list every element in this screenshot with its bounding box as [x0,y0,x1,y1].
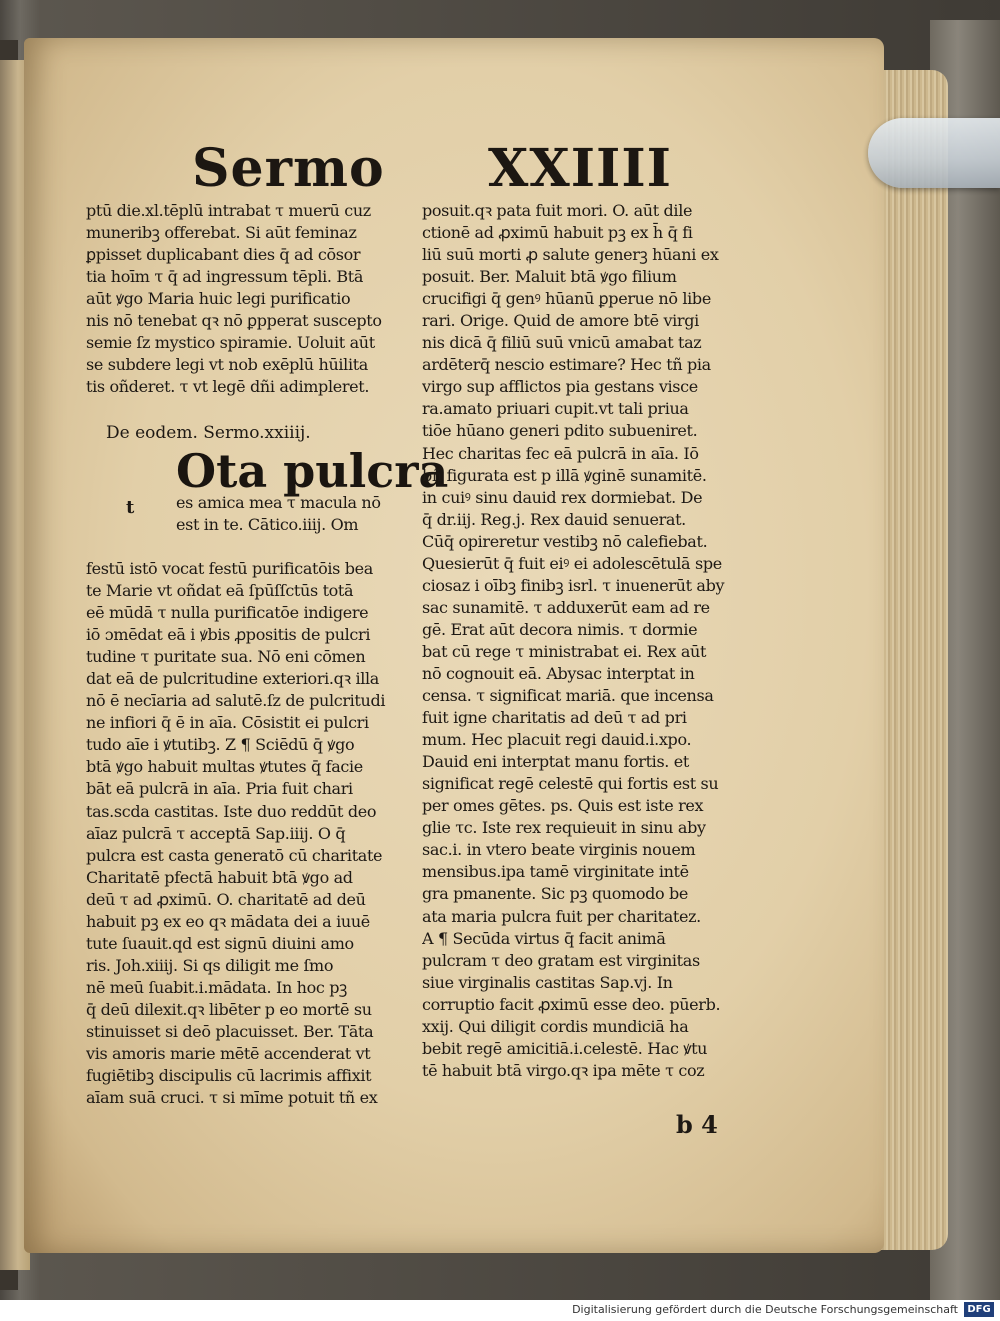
text-line: iō ɔmēdat eā i ꝟbis ꝓpositis de pulcri [86,625,371,645]
text-line: significat regē celestē qui fortis est su [422,774,719,794]
text-line: sac sunamitē. τ adduxerūt eam ad re [422,597,710,617]
sermon-subheading: De eodem. Sermo.xxiiij. [106,423,311,443]
text-line: bebit regē amicitiā.i.celestē. Hac ꝟtu [422,1038,708,1058]
text-line: liū suū morti ꝓ salute generꝫ hūani ex [422,245,719,265]
text-line: eē mūdā τ nulla purificatōe indigere [86,603,369,623]
running-head-number: XXIIII [488,138,672,199]
text-line: rari. Orige. Quid de amore btē virgi [422,311,699,331]
text-line: habuit pꝫ ex eo qꝛ mādata dei a iuuē [86,911,370,931]
text-line: ctionē ad ꝓximū habuit pꝫ ex h̄ q̄ fi [422,223,693,243]
text-line: tudine τ puritate sua. Nō eni cōmen [86,647,366,667]
initial-line: Ota pulcra [176,444,449,498]
text-line: aūt ꝟgo Maria huic legi purificatio [86,289,351,309]
text-line: fugiētibꝫ discipulis cū lacrimis affixit [86,1066,372,1086]
text-line: siue virginalis castitas Sap.vj. In [422,972,673,992]
left-column-indented [176,492,416,536]
text-line: se subdere legi vt nob exēplū hūilita [86,355,368,375]
text-line: ne infiori q̄ ē in aīa. Cōsistit ei pulcri [86,713,369,733]
text-line: nō cognouit eā. Abysac interptat in [422,663,695,683]
page-stack-edges [880,70,948,1250]
text-line: gra pmanente. Sic pꝫ quomodo be [422,884,689,904]
text-line: ra.amato priuari cupit.vt tali priua [422,399,689,419]
text-line: deū τ ad ꝓximū. O. charitatē ad deū [86,889,366,909]
text-line: tute ſuauit.qd est signū diuini amo [86,933,354,953]
text-line: nis nō tenebat qꝛ nō ꝑpperat suscepto [86,311,382,331]
text-line: Hec charitas fec eā pulcrā in aīa. Iō [422,443,699,463]
text-line: tē habuit btā virgo.qꝛ ipa mēte τ coz [422,1060,705,1080]
text-line: aīaz pulcrā τ acceptā Sap.iiij. O q̄ [86,823,346,843]
text-line: mensibus.ipa tamē virginitate intē [422,862,689,882]
text-line: est in te. Cātico.iiij. Om [176,515,359,535]
guide-letter: t [126,497,135,518]
text-line: nō ē necīaria ad salutē.ſz de pulcritudi [86,691,386,711]
text-line: posuit. Ber. Maluit btā ꝟgo filium [422,267,677,287]
text-line: Cūq̄ opireretur vestibꝫ nō calefiebat. [422,531,708,551]
text-line: nis dicā q̄ filiū suū vnicū amabat taz [422,333,702,353]
text-line: tis oñderet. τ vt legē dñi adimpleret. [86,377,370,397]
footer-credit: Digitalisierung gefördert durch die Deutsche Forschungsgemeinschaft [572,1303,958,1316]
text-line: muneribꝫ offerebat. Si aūt feminaz [86,223,357,243]
text-line: Dauid eni interptat manu fortis. et [422,752,689,772]
text-line: per omes gētes. ps. Quis est iste rex [422,796,704,816]
text-line: A ¶ Secūda virtus q̄ facit animā [422,928,666,948]
footer-bar [0,1300,1000,1321]
left-column-top [86,200,416,398]
text-line: tudo aīe i ꝟtutibꝫ. Z ¶ Sciēdū q̄ ꝟgo [86,735,355,755]
text-line: in cuiꝰ sinu dauid rex dormiebat. De [422,487,703,507]
left-column-bottom [86,558,416,1109]
text-line: nē meū ſuabit.i.mādata. In hoc pꝫ [86,977,347,997]
text-line: festū istō vocat festū purificatōis bea [86,559,373,578]
text-line: corruptio facit ꝓximū esse deo. pūerb. [422,994,721,1014]
running-head-title: Sermo [192,138,385,199]
right-column [422,200,762,1082]
text-line: bāt eā pulcrā in aīa. Pria fuit chari [86,779,353,799]
text-line: tia hoīm τ q̄ ad ingressum tēpli. Btā [86,267,364,287]
text-line: pulcra est casta generatō cū charitate [86,845,383,865]
text-line: ata maria pulcra fuit per charitatez. [422,906,701,926]
text-line: ardēterq̄ nescio estimare? Hec tñ pia [422,355,711,375]
text-line: ptū die.xl.tēplū intrabat τ muerū cuz [86,201,371,220]
text-line: gē. Erat aūt decora nimis. τ dormie [422,619,698,639]
text-line: bñ figurata est p illā ꝟginē sunamitē. [422,465,707,485]
text-line: btā ꝟgo habuit multas ꝟtutes q̄ facie [86,757,363,777]
text-line: virgo sup afflictos pia gestans visce [422,377,698,397]
text-line: censa. τ significat mariā. que incensa [422,686,714,706]
text-line: xxij. Qui diligit cordis mundiciā ha [422,1016,689,1036]
text-line: es amica mea τ macula nō [176,493,381,512]
text-line: bat cū rege τ ministrabat ei. Rex aūt [422,641,707,661]
text-line: mum. Hec placuit regi dauid.i.xpo. [422,730,692,750]
text-line: pulcram τ deo gratam est virginitas [422,950,700,970]
text-line: sac.i. in vtero beate virginis nouem [422,840,696,860]
text-line: crucifigi q̄ genꝰ hūanū ꝑperue nō libe [422,289,711,309]
text-line: posuit.qꝛ pata fuit mori. O. aūt dile [422,201,693,220]
text-line: dat eā de pulcritudine exteriori.qꝛ illa [86,669,379,689]
text-line: ciosaz i oībꝫ finibꝫ isrl. τ inuenerūt aby [422,575,725,595]
text-line: stinuisset si deō placuisset. Ber. Tāta [86,1021,374,1041]
text-line: tiōe hūano generi pdito subueniret. [422,421,698,441]
text-line: Quesierūt q̄ fuit eiꝰ ei adolescētulā spe [422,553,722,573]
text-line: q̄ dr.iij. Reg.j. Rex dauid senuerat. [422,509,686,529]
text-line: q̄ deū dilexit.qꝛ libēter p eo mortē su [86,999,372,1019]
text-line: te Marie vt oñdat eā ſpūſſctūs totā [86,581,354,601]
text-line: semie ſz mystico spiramie. Uoluit aūt [86,333,375,353]
text-line: tas.scda castitas. Iste duo reddūt deo [86,801,377,821]
signature-mark: b 4 [676,1110,718,1139]
text-line: ꝑpisset duplicabant dies q̄ ad cōsor [86,245,361,265]
text-line: ris. Joh.xiiij. Si qs diligit me ſmo [86,955,334,975]
dfg-logo: DFG [964,1302,994,1317]
text-line: fuit igne charitatis ad deū τ ad pri [422,708,687,728]
page-holder-clip [868,118,1000,188]
text-line: Charitatē pfectā habuit btā ꝟgo ad [86,867,353,887]
text-line: glie τc. Iste rex requieuit in sinu aby [422,818,706,838]
text-line: vis amoris marie mētē accenderat vt [86,1044,371,1064]
text-line: aīam suā cruci. τ si mīme potuit tñ ex [86,1088,378,1108]
